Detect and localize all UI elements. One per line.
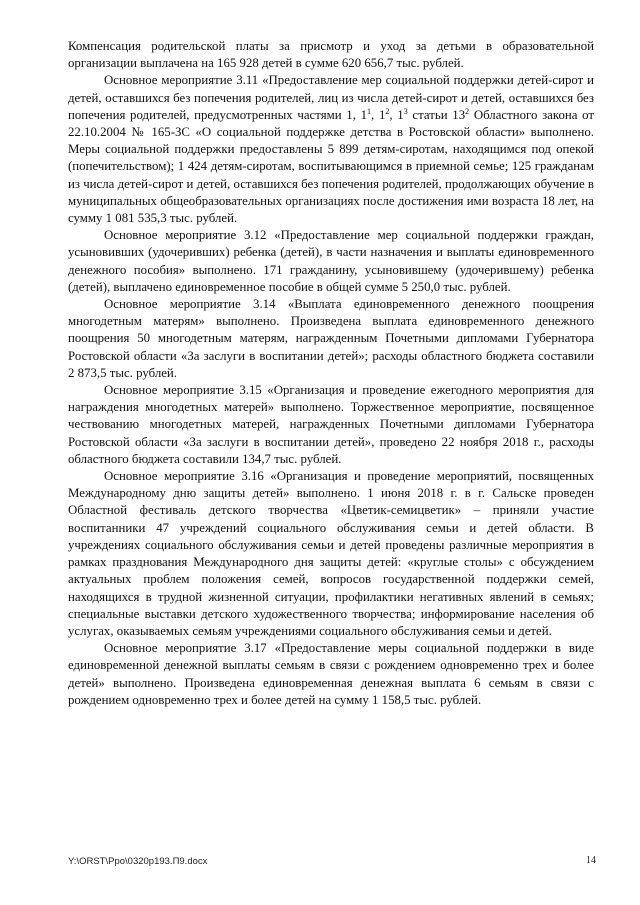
measure-3-11-text-mid3: статьи 13 (407, 107, 466, 122)
superscript-3: 3 (403, 106, 408, 116)
paragraph-measure-3-14: Основное мероприятие 3.14 «Выплата единовременного денежного поощрения многодетным матерям» выполнено. Произведена выплата единовременного денежного поощрения 50 многодетным матерям, награжденным Почетными дипломами Губернатора Ростовской области «За заслуги в воспитании детей»; расходы областного бюджета составили 2 873,5 тыс. рублей. (68, 297, 594, 380)
superscript-2: 2 (385, 106, 390, 116)
superscript-1: 1 (367, 106, 372, 116)
paragraph-measure-3-15: Основное мероприятие 3.15 «Организация и проведение ежегодного мероприятия для награждения многодетных матерей» выполнено. Торжественное мероприятие, посвященное чествованию многодетных матерей, награжденных Почетными дипломами Губернатора Ростовской области «За заслуги в воспитании детей», проведено 22 ноября 2018 г., расходы областного бюджета составили 134,7 тыс. рублей. (68, 383, 594, 466)
document-body (68, 38, 594, 709)
measure-3-11-text-end: Областного закона от 22.10.2004 № 165-ЗС «О социальной поддержке детства в Ростовской области» выполнено. Меры социальной поддержки предоставлены 5 899 детям-сиротам, находящимся под опекой (попечительством); 1 424 детям-сиротам, воспитывающимся в приемной семье; 125 гражданам из числа детей-сирот и детей, оставшихся без попечения родителей, продолжающих обучение в муниципальных общеобразовательных организациях после достижения ими возраста 18 лет, на сумму 1 081 535,3 тыс. рублей. (68, 107, 595, 226)
paragraph-compensation: Компенсация родительской платы за присмотр и уход за детьми в образовательной организации выплачена на 165 928 детей в сумме 620 656,7 тыс. рублей. (68, 39, 594, 71)
paragraph-measure-3-16: Основное мероприятие 3.16 «Организация и проведение мероприятий, посвященных Международному дню защиты детей» выполнено. 1 июня 2018 г. в г. Сальске проведен Областной фестиваль детского творчества «Цветик-семицветик» – приняли участие воспитанники 47 учреждений социального обслуживания семьи и детей области. В учреждениях социального обслуживания семьи и детей проведены различные мероприятия в рамках празднования Международного дня защиты детей: «круглые столы» с обсуждением актуальных проблем положения семей, вопросов государственной поддержки семей, находящихся в трудной жизненной ситуации, профилактики негативных явлений в семьях; специальные выставки детского художественного творчества; информирование населения об услугах, оказываемых семьям учреждениями социального обслуживания семьи и детей. (68, 469, 594, 638)
measure-3-11-text-mid2: , 1 (389, 107, 404, 122)
footer-file-path: Y:\ORST\Ppo\0320p193.П9.docx (68, 856, 208, 867)
page-number: 14 (586, 855, 596, 866)
superscript-4: 2 (465, 106, 470, 116)
measure-3-11-text-mid1: , 1 (371, 107, 386, 122)
paragraph-measure-3-12: Основное мероприятие 3.12 «Предоставление мер социальной поддержки граждан, усыновивших (удочеривших) ребенка (детей), в части назначения и выплаты единовременного денежного пособия» выполнено. 171 гражданину, усыновившему (удочерившему) ребенка (детей), выплачено единовременное пособие в общей сумме 5 250,0 тыс. рублей. (68, 228, 594, 294)
paragraph-measure-3-11 (68, 72, 594, 227)
measure-3-11-text-start: Основное мероприятие 3.11 «Предоставление мер социальной поддержки детей-сирот и детей, оставшихся без попечения родителей, лиц из числа детей-сирот и детей, оставшихся без попечения родителей, предусмотренных частями 1, 1 (68, 73, 594, 122)
paragraph-measure-3-17: Основное мероприятие 3.17 «Предоставление меры социальной поддержки в виде единовременной денежной выплаты семьям в связи с рождением одновременно трех и более детей» выполнено. Произведена единовременная денежная выплата 6 семьям в связи с рождением одновременно трех и более детей на сумму 1 158,5 тыс. рублей. (68, 641, 594, 707)
